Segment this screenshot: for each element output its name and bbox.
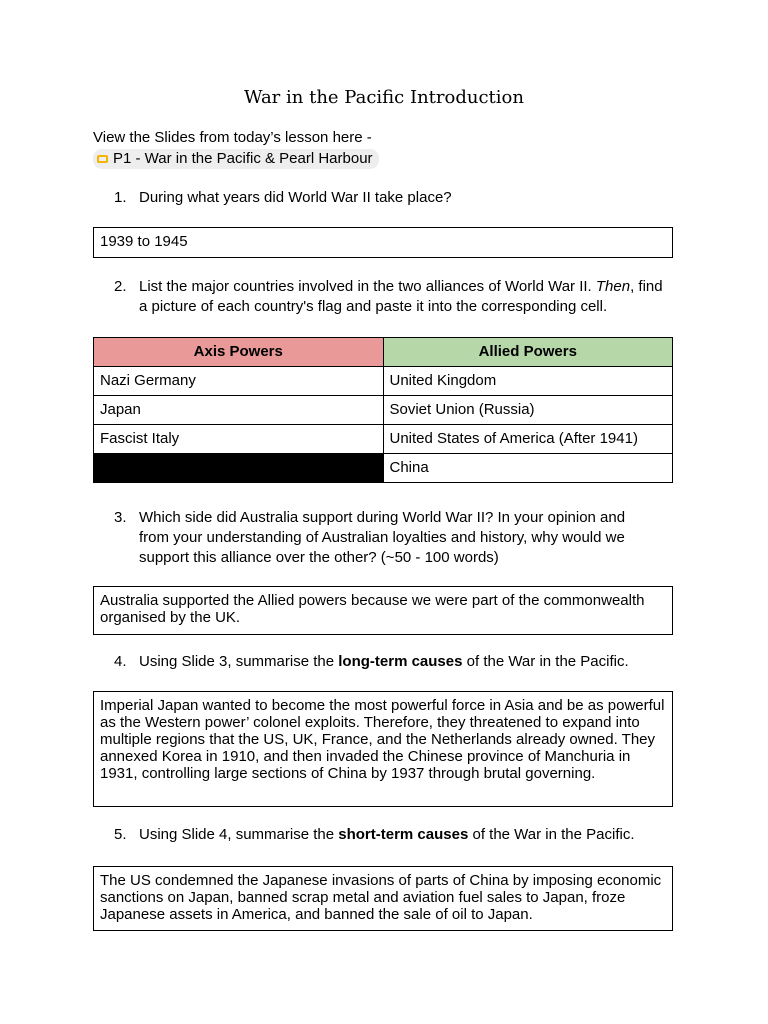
question-5 (114, 825, 674, 845)
question-text-part: , find a picture of each country's flag and paste it into the corresponding cell. (139, 278, 663, 315)
answer-box-1[interactable]: 1939 to 1945 (93, 227, 673, 258)
answer-box-5[interactable]: The US condemned the Japanese invasions of parts of China by imposing economic sanctions on Japan, banned scrap metal and aviation fuel sales to Japan, froze Japanese assets in America, and banned the sale of oil to Japan. (93, 866, 673, 931)
question-text (139, 277, 674, 317)
table-cell[interactable]: Japan (94, 396, 384, 425)
table-row (94, 396, 673, 425)
question-text: During what years did World War II take place? (139, 189, 452, 206)
question-4 (114, 652, 674, 672)
question-text-bold: short-term causes (338, 826, 469, 843)
intro-text: View the Slides from today’s lesson here - (93, 129, 372, 146)
question-text-part: Using Slide 3, summarise the (139, 653, 339, 670)
table-cell[interactable]: Soviet Union (Russia) (383, 396, 673, 425)
question-number: 3. (114, 509, 127, 526)
question-text-bold: long-term causes (338, 653, 463, 670)
header-axis-powers: Axis Powers (94, 338, 384, 367)
question-text: Which side did Australia support during World War II? In your opinion and from your understanding of Australian loyalties and history, why would we support this alliance over the other? (~50 - 100 words) (139, 509, 626, 566)
table-cell[interactable]: Fascist Italy (94, 425, 384, 454)
table-cell[interactable]: United Kingdom (383, 367, 673, 396)
question-number: 2. (114, 278, 127, 295)
slides-link-chip[interactable] (93, 149, 379, 169)
question-text-italic: Then (595, 278, 631, 295)
table-row (94, 367, 673, 396)
table-cell[interactable]: Nazi Germany (94, 367, 384, 396)
question-number: 5. (114, 826, 127, 843)
question-number: 1. (114, 189, 127, 206)
header-allied-powers: Allied Powers (383, 338, 673, 367)
table-cell[interactable]: United States of America (After 1941) (383, 425, 673, 454)
slides-icon (97, 155, 108, 163)
answer-box-4[interactable]: Imperial Japan wanted to become the most powerful force in Asia and be as powerful as the Western power’ colonel exploits. Therefore, they threatened to expand into multiple regions that the US, UK, France, and the Netherlands already owned. They annexed Korea in 1910, and then invaded the Chinese province of Manchuria in 1931, controlling large sections of China by 1937 through brutal governing. (93, 691, 673, 807)
table-header-row (94, 338, 673, 367)
question-text-part: of the War in the Pacific. (462, 653, 629, 670)
question-3 (114, 508, 674, 568)
question-text (139, 825, 674, 845)
question-2 (114, 277, 674, 317)
question-text-part: Using Slide 4, summarise the (139, 826, 339, 843)
question-number: 4. (114, 653, 127, 670)
question-1 (114, 188, 674, 208)
question-text (139, 652, 674, 672)
question-text-part: List the major countries involved in the two alliances of World War II. (139, 278, 596, 295)
question-text-part: of the War in the Pacific. (468, 826, 635, 843)
alliances-table (93, 337, 673, 483)
table-row (94, 454, 673, 483)
document-title: War in the Pacific Introduction (244, 87, 524, 108)
answer-box-3[interactable]: Australia supported the Allied powers because we were part of the commonwealth organised by the UK. (93, 586, 673, 635)
table-cell-blacked-out[interactable] (94, 454, 384, 483)
slides-link-label: P1 - War in the Pacific & Pearl Harbour (113, 150, 373, 167)
table-row (94, 425, 673, 454)
table-cell[interactable]: China (383, 454, 673, 483)
